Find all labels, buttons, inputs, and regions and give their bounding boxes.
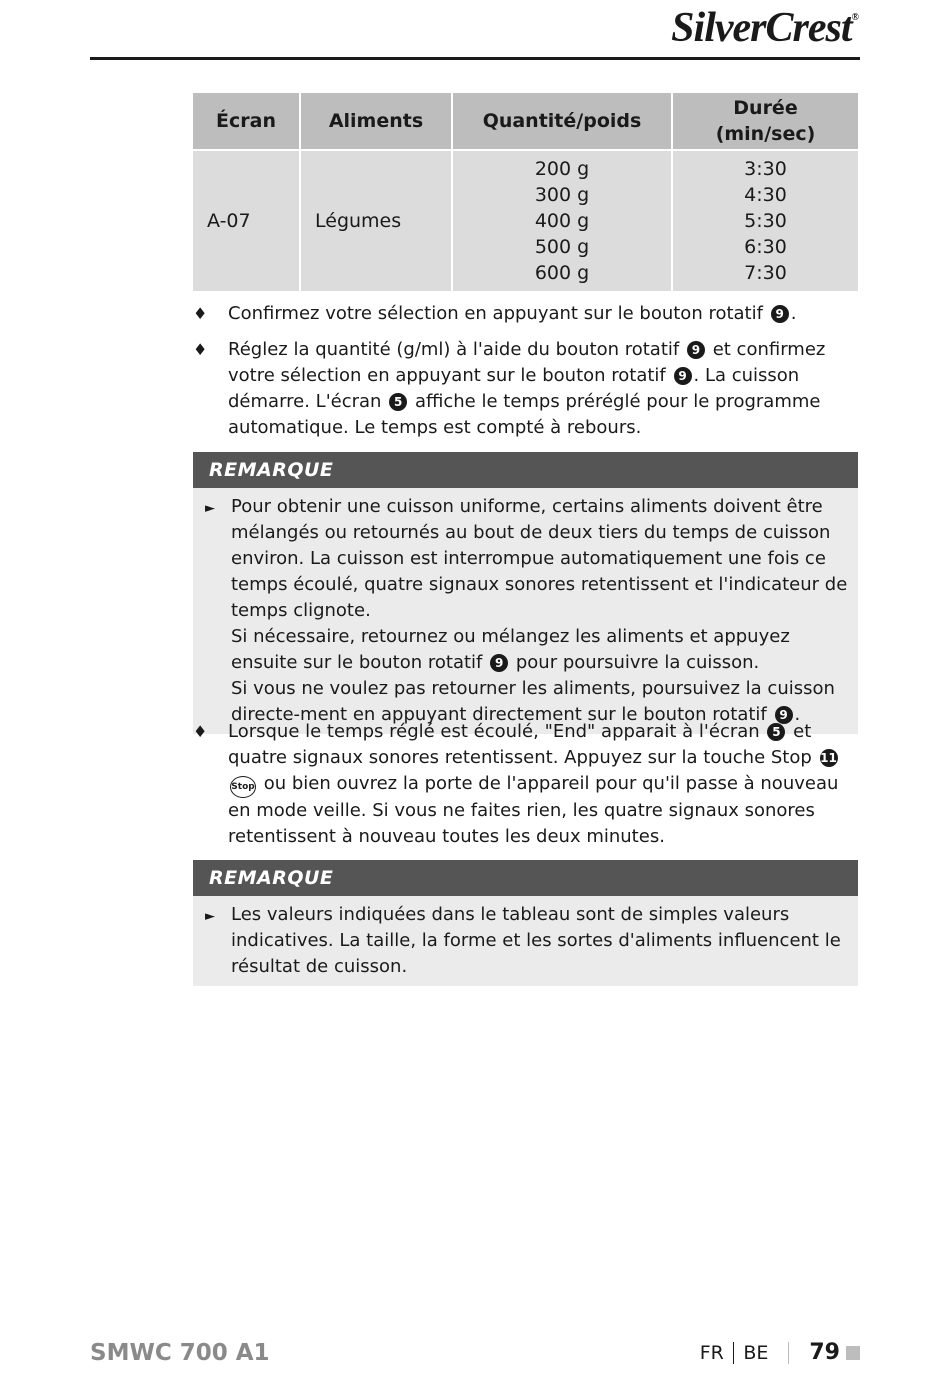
remark-paragraph: Si vous ne voulez pas retourner les aliments, poursuivez la cuisson directe-ment en appuyant directement sur le bouton rotatif 9 .	[231, 678, 835, 725]
ref-number-badge: 11	[820, 751, 837, 765]
col-header-aliments: Aliments	[301, 93, 453, 151]
remark-paragraph: Pour obtenir une cuisson uniforme, certains aliments doivent être mélangés ou retournés au bout de deux tiers du temps de cuisson environ. La cuisson est interrompue automatiquement une fois ce temps écoulé, quatre signaux sonores retentissent et l'indicateur de temps clignote.	[231, 496, 848, 621]
duration-value: 5:30	[744, 210, 787, 232]
duration-value: 7:30	[744, 262, 787, 284]
brand-logo: SilverCrest®	[671, 5, 858, 51]
bullet-quantity: ♦ Réglez la quantité (g/ml) à l'aide du bouton rotatif 9 et confirmez votre sélection en appuyant sur le bouton rotatif 9 . La cuisson démarre. L'écran 5 affiche le temps préréglé pour le programme automatique. Le temps est compté à rebours.	[193, 339, 826, 438]
bullet-confirm: ♦ Confirmez votre sélection en appuyant sur le bouton rotatif 9 .	[193, 301, 858, 327]
program-table	[193, 93, 858, 291]
triangle-bullet-icon: ►	[205, 501, 215, 516]
cell-aliment: Légumes	[301, 151, 453, 291]
instructions-list	[193, 301, 858, 451]
quantity-value: 300 g	[534, 184, 590, 206]
footer-lang-fr: FR	[699, 1341, 724, 1364]
quantity-value: 500 g	[534, 236, 590, 258]
duration-value: 3:30	[744, 158, 787, 180]
ref-number-badge: 9	[771, 305, 789, 323]
col-header-duree: Durée (min/sec)	[673, 93, 858, 151]
col-header-quantite: Quantité/poids	[453, 93, 673, 151]
cell-durees	[673, 151, 858, 291]
diamond-bullet-icon: ♦	[193, 722, 208, 741]
quantity-value: 400 g	[534, 210, 590, 232]
ref-number-badge: 9	[674, 367, 692, 385]
footer-divider	[733, 1342, 735, 1364]
quantity-value: 200 g	[534, 158, 590, 180]
remark-box-2	[193, 860, 858, 986]
footer-model: SMWC 700 A1	[90, 1340, 270, 1366]
remark-title: REMARQUE	[193, 452, 858, 488]
remark-title: REMARQUE	[193, 860, 858, 896]
cell-ecran: A-07	[193, 151, 301, 291]
diamond-bullet-icon: ♦	[193, 304, 208, 323]
bullet-end: ♦ Lorsque le temps réglé est écoulé, "End" apparait à l'écran 5 et quatre signaux sonores retentissent. Appuyez sur la touche Stop 11 Stop ou bien ouvrez la porte de l'appareil pour qu'il passe à nouveau en mode veille. Si vous ne faites rien, les quatre signaux sonores retentissent à nouveau toutes les deux minutes.	[193, 721, 839, 847]
ref-number-badge: 9	[687, 341, 705, 359]
ref-number-badge: 5	[767, 723, 785, 741]
remark-box-1	[193, 452, 858, 734]
triangle-bullet-icon: ►	[205, 909, 215, 924]
ref-number-badge: 5	[389, 393, 407, 411]
remark-body	[193, 896, 858, 986]
stop-button-icon: Stop	[230, 776, 256, 798]
duration-value: 6:30	[744, 236, 787, 258]
instructions-list-2	[193, 719, 858, 860]
col-header-ecran: Écran	[193, 93, 301, 151]
ref-number-badge: 9	[490, 654, 508, 672]
footer-lang-be: BE	[743, 1341, 769, 1364]
remark-paragraph: Les valeurs indiquées dans le tableau sont de simples valeurs indicatives. La taille, la forme et les sortes d'aliments influencent le résultat de cuisson.	[231, 904, 841, 977]
cell-quantites	[453, 151, 673, 291]
duration-value: 4:30	[744, 184, 787, 206]
ref-number-badge: 9	[775, 706, 793, 724]
page-square-icon	[846, 1346, 860, 1360]
remark-body	[193, 488, 858, 734]
header-rule	[90, 57, 860, 60]
diamond-bullet-icon: ♦	[193, 340, 208, 359]
table-row	[193, 151, 858, 291]
page-number: 79	[809, 1340, 840, 1365]
footer-divider	[788, 1342, 789, 1364]
remark-paragraph: Si nécessaire, retournez ou mélangez les aliments et appuyez ensuite sur le bouton rotatif 9 pour poursuivre la cuisson.	[231, 626, 790, 673]
footer-page-info	[700, 1340, 860, 1365]
quantity-value: 600 g	[534, 262, 590, 284]
